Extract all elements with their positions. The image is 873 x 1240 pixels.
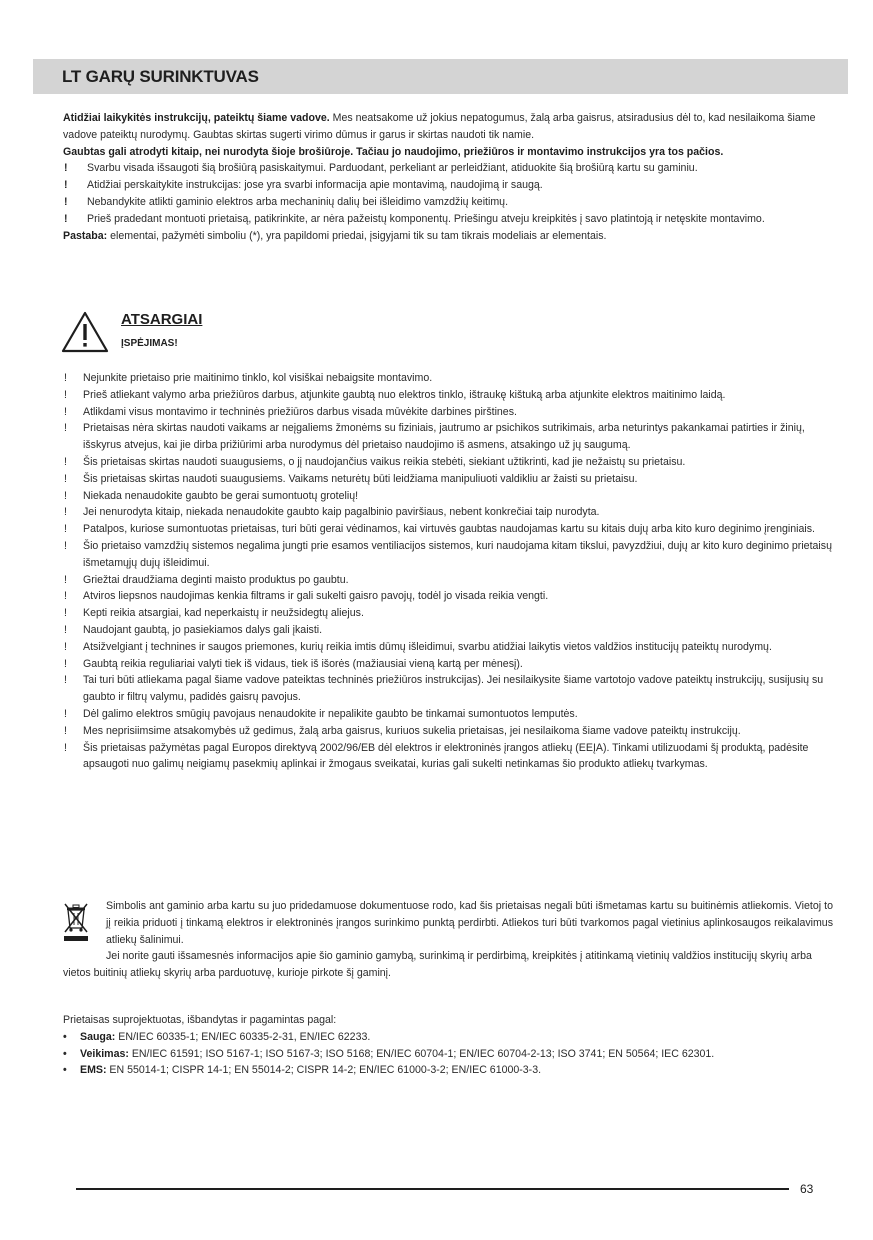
intro-list-text: Atidžiai perskaitykite instrukcijas: jose yra svarbi informacija apie montavimą, naudojimą ir saugą. bbox=[87, 179, 543, 192]
warning-item bbox=[63, 488, 833, 505]
intro-bold-lead: Atidžiai laikykitės instrukcijų, pateiktų šiame vadove. bbox=[63, 112, 330, 124]
exclamation-marker: ! bbox=[64, 422, 67, 435]
warning-text: Atsižvelgiant į technines ir saugos priemones, kurių reikia imtis dūmų išleidimui, svarbu atidžiai laikytis vietos valdžios institucijų pateiktų nurodymų. bbox=[83, 640, 772, 653]
standards-label: Sauga: bbox=[80, 1030, 116, 1043]
standards-item bbox=[63, 1029, 833, 1046]
warning-text: Atviros liepsnos naudojimas kenkia filtrams ir gali sukelti gaisro pavojų, todėl jo visada reikia vengti. bbox=[83, 590, 549, 603]
crossed-bin-icon bbox=[63, 902, 89, 942]
standards-text: EN 55014-1; CISPR 14-1; EN 55014-2; CISPR 14-2; EN/IEC 61000-3-2; EN/IEC 61000-3-3. bbox=[106, 1064, 542, 1077]
warning-text: Gaubtą reikia reguliariai valyti tiek iš vidaus, tiek iš išorės (mažiausiai vieną kartą per mėnesį). bbox=[83, 657, 523, 670]
note-paragraph bbox=[63, 228, 833, 245]
intro-list-item bbox=[63, 177, 833, 194]
warning-item bbox=[63, 605, 833, 622]
exclamation-marker: ! bbox=[64, 741, 67, 754]
intro-bold-note: Gaubtas gali atrodyti kitaip, nei nurodyta šioje brošiūroje. Tačiau jo naudojimo, priežiūros ir montavimo instrukcijos yra tos pačios. bbox=[63, 145, 724, 158]
intro-list-item bbox=[63, 211, 833, 228]
warning-text: Prieš atliekant valymo arba priežiūros darbus, atjunkite gaubtą nuo elektros tinklo, ištraukę kištuką arba atjunkite elektros maitinimo laidą. bbox=[83, 388, 726, 401]
caution-subtitle: ĮSPĖJIMAS! bbox=[121, 338, 178, 349]
warning-text: Šis prietaisas pažymėtas pagal Europos direktyvą 2002/96/EB dėl elektros ir elektroninės įrangos atliekų (EEĮA). Tinkami utilizuodami šį produktą, padėsite apsaugoti nuo galimų neigiamų pasekmių aplinkai ir žmogaus sveikatai, kurias gali sukelti netinkamas šio produkto atliekų tvarkymas. bbox=[83, 741, 809, 771]
warning-text: Griežtai draudžiama deginti maisto produktus po gaubtu. bbox=[83, 573, 349, 586]
intro-section bbox=[63, 110, 833, 244]
footer-rule bbox=[76, 1188, 789, 1190]
warning-text: Prietaisas nėra skirtas naudoti vaikams ar neįgaliems žmonėms su fiziniais, jautrumo ar psichikos sutrikimais, arba neturintys pakankamai patirties ir žinių, išskyrus atvejus, kai jie dirba prižiūrimi arba nurodymus dėl prietaiso naudojimo iš asmens, atsakingo už jų saugumą. bbox=[83, 422, 805, 452]
warning-item bbox=[63, 740, 833, 774]
intro-text: Mes neatsakome už jokius nepatogumus, žalą arba gaisrus, atsiradusius dėl to, kad nesilaikoma šiame vadove pateiktų nurodymų. Gaubtas skirtas sugerti virimo dūmus ir garus ir skirtas naudoti tik namie. bbox=[63, 112, 816, 141]
exclamation-marker: ! bbox=[64, 539, 67, 552]
exclamation-marker: ! bbox=[64, 162, 68, 175]
exclamation-marker: ! bbox=[64, 573, 67, 586]
intro-list-item bbox=[63, 194, 833, 211]
warning-text: Tai turi būti atliekama pagal šiame vadove pateiktas techninės priežiūros instrukcijas). Jei nesilaikysite šiame vartotojo vadove pateiktų instrukcijų, susijusių su gaubto ir filtrų valymu, padidės gaisrų pavojus. bbox=[83, 674, 824, 704]
exclamation-marker: ! bbox=[64, 212, 68, 225]
warning-item bbox=[63, 521, 833, 538]
page-number: 63 bbox=[800, 1182, 814, 1196]
exclamation-marker: ! bbox=[64, 590, 67, 603]
standards-label: Veikimas: bbox=[80, 1047, 129, 1060]
warning-text: Atlikdami visus montavimo ir techninės priežiūros darbus visada mūvėkite darbines pirštines. bbox=[83, 405, 517, 418]
warning-item bbox=[63, 572, 833, 589]
warning-text: Šis prietaisas skirtas naudoti suaugusiems, o jį naudojančius vaikus reikia stebėti, siekiant užtikrinti, kad jie nežaistų su prietaisu. bbox=[83, 455, 686, 468]
standards-section bbox=[63, 1012, 833, 1079]
warning-item bbox=[63, 387, 833, 404]
warning-text: Šis prietaisas skirtas naudoti suaugusiems. Vaikams neturėtų būti leidžiama manipuliuoti valdikliu ar žaisti su prietaisu. bbox=[83, 472, 638, 485]
warning-text: Naudojant gaubtą, jo pasiekiamos dalys gali įkaisti. bbox=[83, 623, 323, 636]
standards-intro: Prietaisas suprojektuotas, išbandytas ir pagamintas pagal: bbox=[63, 1014, 337, 1026]
intro-paragraph bbox=[63, 110, 833, 144]
warning-item bbox=[63, 370, 833, 387]
exclamation-marker: ! bbox=[64, 657, 67, 670]
exclamation-marker: ! bbox=[64, 674, 67, 687]
warning-item bbox=[63, 723, 833, 740]
bullet-marker: • bbox=[63, 1047, 67, 1060]
warning-item bbox=[63, 504, 833, 521]
warning-item bbox=[63, 706, 833, 723]
warning-item bbox=[63, 404, 833, 421]
warning-text: Niekada nenaudokite gaubto be gerai sumontuotų grotelių! bbox=[83, 489, 359, 502]
weee-more-info-text: Jei norite gauti išsamesnės informacijos apie šio gaminio gamybą, surinkimą ir perdirbimą, kreipkitės į atitinkamą vietinių valdžios institucijų skyrių arba vietos buitinių atliekų skyrių arba parduotuvę, kurioje pirkote šį gaminį. bbox=[63, 950, 812, 980]
exclamation-marker: ! bbox=[64, 472, 67, 485]
warning-item bbox=[63, 420, 833, 454]
exclamation-marker: ! bbox=[64, 195, 68, 208]
warning-text: Mes neprisiimsime atsakomybės už gedimus, žalą arba gaisrus, kuriuos sukelia prietaisas, jei nesilaikoma šiame vadove pateiktų instrukcijų. bbox=[83, 724, 741, 737]
warning-item bbox=[63, 454, 833, 471]
exclamation-marker: ! bbox=[64, 405, 67, 418]
standards-text: EN/IEC 60335-1; EN/IEC 60335-2-31, EN/IEC 62233. bbox=[115, 1030, 371, 1043]
note-label: Pastaba: bbox=[63, 229, 108, 242]
exclamation-marker: ! bbox=[64, 523, 67, 536]
exclamation-marker: ! bbox=[64, 179, 68, 192]
warning-text: Nejunkite prietaiso prie maitinimo tinklo, kol visiškai nebaigsite montavimo. bbox=[83, 372, 433, 384]
exclamation-marker: ! bbox=[64, 707, 67, 720]
warning-text: Jei nenurodyta kitaip, niekada nenaudokite gaubto kaip pagalbinio paviršiaus, nebent konkrečiai taip nurodyta. bbox=[83, 506, 600, 519]
intro-bold-paragraph bbox=[63, 144, 833, 161]
warning-text: Kepti reikia atsargiai, kad neperkaistų ir neužsidegtų aliejus. bbox=[83, 607, 364, 620]
standards-item bbox=[63, 1046, 833, 1063]
warning-item bbox=[63, 588, 833, 605]
warning-item bbox=[63, 622, 833, 639]
warning-item bbox=[63, 639, 833, 656]
exclamation-marker: ! bbox=[64, 724, 67, 737]
warning-item bbox=[63, 656, 833, 673]
bullet-marker: • bbox=[63, 1064, 67, 1077]
caution-header bbox=[60, 308, 360, 356]
intro-list-text: Prieš pradedant montuoti prietaisą, patikrinkite, ar nėra pažeistų komponentų. Priešingu atveju kreipkitės į savo platintoją ir netęskite montavimo. bbox=[87, 212, 765, 225]
exclamation-marker: ! bbox=[64, 388, 67, 401]
weee-text: Simbolis ant gaminio arba kartu su juo pridedamuose dokumentuose rodo, kad šis prietaisas negali būti išmetamas kartu su buitinėmis atliekomis. Vietoj to jį reikia priduoti į tinkamą elektros ir elektroninės įrangos surinkimo punktą perdirbti. Atliekos turi būti tvarkomos pagal vietinius aplinkosaugos reikalavimus atliekų šalinimui. bbox=[106, 900, 833, 946]
caution-title: ATSARGIAI bbox=[121, 311, 203, 328]
bullet-marker: • bbox=[63, 1030, 67, 1043]
weee-section bbox=[63, 898, 833, 982]
warning-text: Dėl galimo elektros smūgių pavojaus nenaudokite ir nepalikite gaubto be tinkamai sumontuotos lemputės. bbox=[83, 707, 578, 720]
warning-item bbox=[63, 672, 833, 706]
section-title-bar bbox=[33, 59, 848, 94]
exclamation-marker: ! bbox=[64, 640, 67, 653]
standards-label: EMS: bbox=[80, 1064, 107, 1077]
intro-list-text: Nebandykite atlikti gaminio elektros arba mechaninių dalių bei išleidimo vamzdžių keitimų. bbox=[87, 195, 509, 208]
intro-list-text: Svarbu visada išsaugoti šią brošiūrą pasiskaitymui. Parduodant, perkeliant ar perleidžiant, atiduokite šią brošiūrą kartu su gaminiu. bbox=[87, 162, 698, 175]
note-text: elementai, pažymėti simboliu (*), yra papildomi priedai, įsigyjami tik su tam tikrais modeliais ar elementais. bbox=[107, 229, 607, 242]
warning-triangle-icon bbox=[60, 310, 110, 354]
warning-item bbox=[63, 471, 833, 488]
exclamation-marker: ! bbox=[64, 455, 67, 468]
intro-list-item bbox=[63, 160, 833, 177]
exclamation-marker: ! bbox=[64, 607, 67, 620]
exclamation-marker: ! bbox=[64, 489, 67, 502]
exclamation-marker: ! bbox=[64, 623, 67, 636]
standards-text: EN/IEC 61591; ISO 5167-1; ISO 5167-3; ISO 5168; EN/IEC 60704-1; EN/IEC 60704-2-13; ISO 3741; EN 50564; IEC 62301. bbox=[128, 1047, 715, 1060]
page-title: LT GARŲ SURINKTUVAS bbox=[62, 67, 259, 86]
exclamation-marker: ! bbox=[64, 372, 67, 384]
warning-text: Patalpos, kuriose sumontuotas prietaisas, turi būti gerai vėdinamos, kai virtuvės gaubtas naudojamas kartu su kitais dujų arba kito kuro deginimo įrenginiais. bbox=[83, 523, 815, 536]
warning-text: Šio prietaiso vamzdžių sistemos negalima jungti prie esamos ventiliacijos sistemos, kuri naudojama kitam tikslui, pavyzdžiui, dujų ar kito kuro deginimo prietaisų išmetamųjų dujų išleidimui. bbox=[83, 539, 832, 569]
exclamation-marker: ! bbox=[64, 506, 67, 519]
warning-item bbox=[63, 538, 833, 572]
warnings-list bbox=[63, 370, 833, 773]
standards-item bbox=[63, 1062, 833, 1079]
